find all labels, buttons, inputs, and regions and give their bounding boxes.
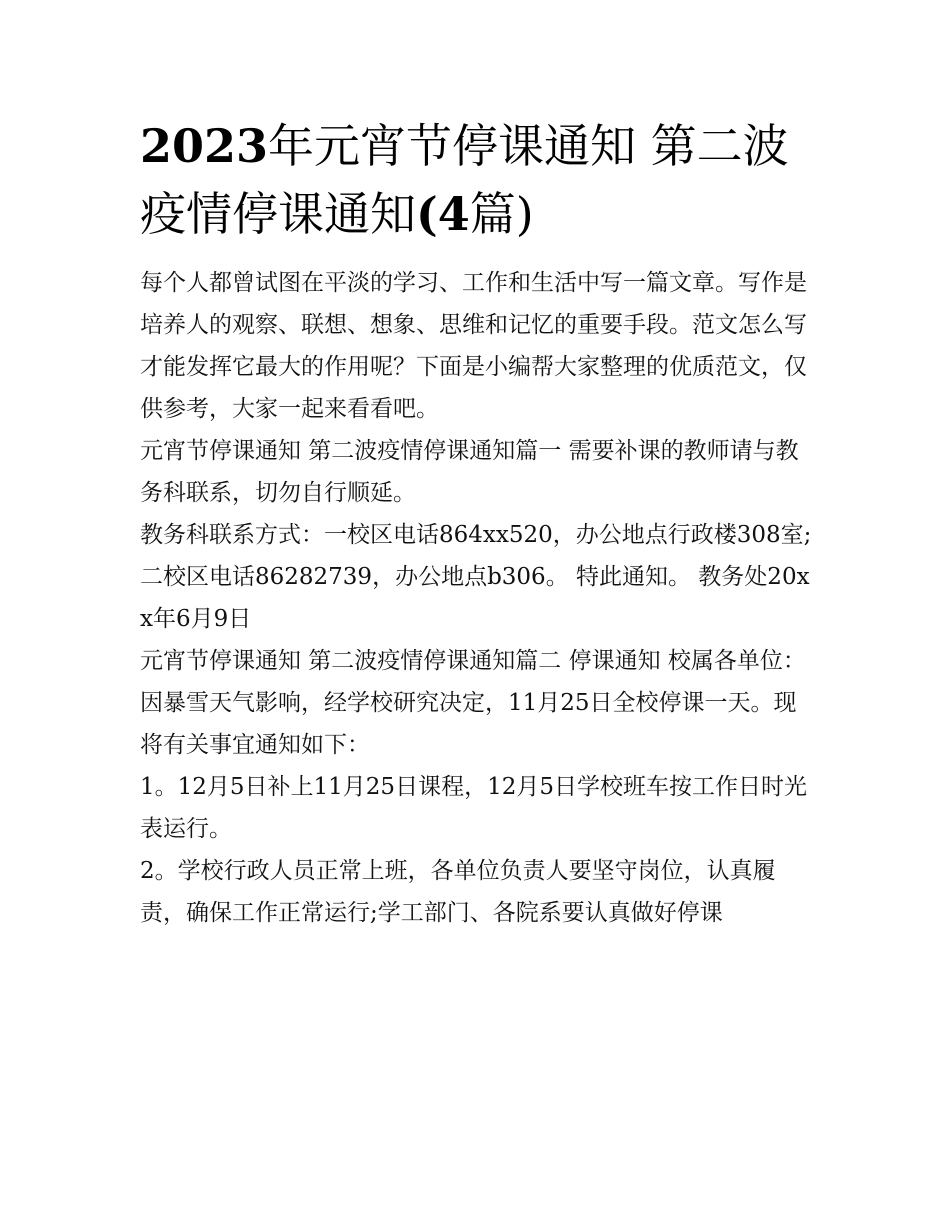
title-year: 2023 bbox=[140, 119, 269, 173]
title-suffix: 篇) bbox=[469, 187, 534, 241]
title-count: (4 bbox=[416, 187, 470, 241]
notice-two-paragraph: 元宵节停课通知 第二波疫情停课通知篇二 停课通知 校属各单位： 因暴雪天气影响，经学校研究决定，11月25日全校停课一天。现将有关事宜通知如下： bbox=[140, 648, 806, 758]
list-item-1: 1。12月5日补上11月25日课程，12月5日学校班车按工作日时光表运行。 bbox=[140, 774, 807, 842]
intro-paragraph: 每个人都曾试图在平淡的学习、工作和生活中写一篇文章。写作是培养人的观察、联想、想象、思维和记忆的重要手段。范文怎么写才能发挥它最大的作用呢？下面是小编帮大家整理的优质范文，仅供参考，大家一起来看看吧。 bbox=[140, 270, 807, 422]
document-title bbox=[140, 112, 812, 248]
document-body bbox=[140, 112, 812, 934]
title-text: 年元宵节停课通知 第二波疫情停课通知 bbox=[140, 119, 789, 241]
contact-paragraph: 教务科联系方式：一校区电话864xx520，办公地点行政楼308室;二校区电话86282739，办公地点b306。 特此通知。 教务处20xx年6月9日 bbox=[140, 522, 812, 632]
list-item-2: 2。学校行政人员正常上班，各单位负责人要坚守岗位，认真履责，确保工作正常运行;学工部门、各院系要认真做好停课 bbox=[140, 858, 776, 926]
notice-one-paragraph: 元宵节停课通知 第二波疫情停课通知篇一 需要补课的教师请与教务科联系，切勿自行顺延。 bbox=[140, 438, 799, 506]
